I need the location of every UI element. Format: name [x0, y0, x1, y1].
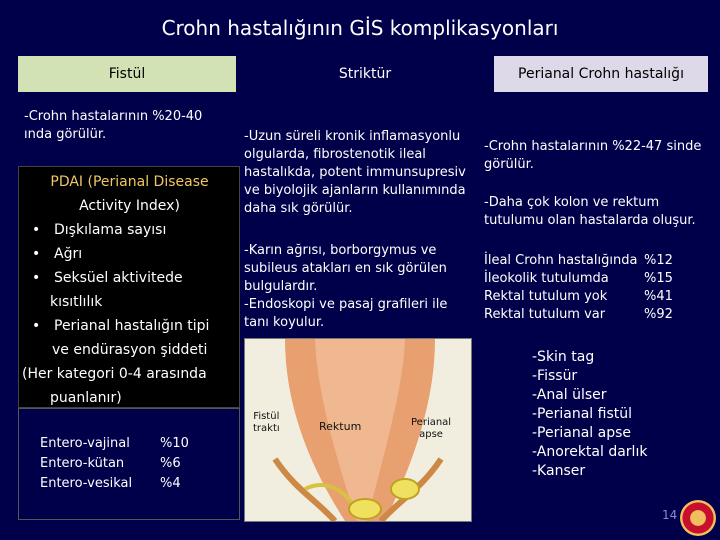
pdai-scale-2: puanlanır) — [50, 390, 122, 406]
list-item: -Perianal fistül — [532, 406, 632, 422]
fistul-intro: -Crohn hastalarının %20-40 ında görülür. — [24, 109, 203, 142]
type-pct: %6 — [160, 456, 181, 471]
type-name: Entero-vesikal — [40, 476, 133, 491]
table-row — [40, 434, 220, 454]
pdai-item-cont: kısıtlılık — [50, 294, 103, 310]
striktur-p1: -Uzun süreli kronik inflamasyonlu olgularda, fibrostenotik ileal hastalıkda, potent immunsupresiv ve biyolojik ajanların kullanımında daha sık görülür. — [244, 129, 466, 216]
table-row — [484, 306, 704, 324]
table-row — [40, 454, 220, 474]
list-item: -Anal ülser — [532, 387, 607, 403]
list-item: -Fissür — [532, 368, 578, 384]
pdai-item-cont: ve endürasyon şiddeti — [52, 342, 208, 358]
table-row — [484, 288, 704, 306]
label-perianal: Perianal apse — [411, 417, 452, 440]
pdai-title-2: Activity Index) — [79, 198, 180, 214]
slide-title: Crohn hastalığının GİS komplikasyonları — [161, 16, 559, 40]
list-item: -Kanser — [532, 463, 586, 479]
pdai-title: PDAI (Perianal Disease — [50, 174, 209, 190]
list-item: -Anorektal darlık — [532, 444, 648, 460]
table-row — [40, 474, 220, 494]
header-perianal: Perianal Crohn hastalığı — [494, 56, 708, 92]
label-fistul: Fistül traktı — [253, 411, 280, 434]
rate-pct: %15 — [644, 271, 673, 286]
rate-name: Rektal tutulum yok — [484, 289, 608, 304]
pdai-list-2 — [22, 314, 237, 338]
anatomy-illustration — [244, 338, 472, 522]
perianal-list — [532, 348, 662, 481]
rate-name: İleokolik tutulumda — [484, 271, 609, 286]
pdai-item: • Ağrı — [36, 242, 237, 266]
list-item: -Perianal apse — [532, 425, 631, 441]
type-name: Entero-vajinal — [40, 436, 130, 451]
type-pct: %4 — [160, 476, 181, 491]
logo-icon — [680, 500, 716, 536]
perianal-p2: -Daha çok kolon ve rektum tutulumu olan hastalarda oluşur. — [484, 195, 696, 228]
perianal-rates — [484, 252, 704, 324]
rate-pct: %92 — [644, 307, 673, 322]
table-row — [484, 270, 704, 288]
label-rektum: Rektum — [319, 420, 362, 433]
column-headers — [18, 56, 708, 92]
type-name: Entero-kütan — [40, 456, 125, 471]
pdai-item: • Seksüel aktivitede — [36, 266, 237, 290]
table-row — [484, 252, 704, 270]
striktur-p2: -Karın ağrısı, borborgymus ve subileus atakları en sık görülen bulgulardır. -Endoskopi ve pasaj grafileri ile tanı koyulur. — [244, 243, 448, 330]
list-item: -Skin tag — [532, 349, 595, 365]
rate-pct: %12 — [644, 253, 673, 268]
rate-name: Rektal tutulum var — [484, 307, 606, 322]
rate-name: İleal Crohn hastalığında — [484, 253, 638, 268]
header-striktur: Striktür — [236, 56, 494, 92]
fistul-types-table — [40, 434, 220, 494]
perianal-p1: -Crohn hastalarının %22-47 sinde görülür. — [484, 139, 702, 172]
pdai-list — [22, 218, 237, 290]
header-fistul: Fistül — [18, 56, 236, 92]
pdai-item: • Perianal hastalığın tipi — [36, 314, 237, 338]
pdai-scale: (Her kategori 0-4 arasında — [22, 366, 207, 382]
pdai-section — [22, 170, 237, 410]
pdai-item: • Dışkılama sayısı — [36, 218, 237, 242]
rate-pct: %41 — [644, 289, 673, 304]
type-pct: %10 — [160, 436, 189, 451]
page-number: 14 — [662, 508, 678, 522]
